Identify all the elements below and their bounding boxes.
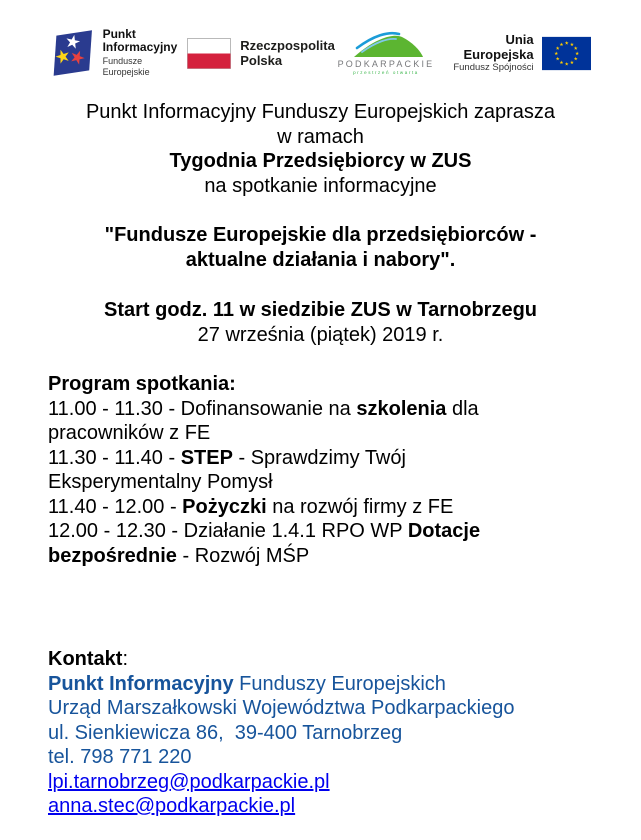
poland-logo-line2: Polska (240, 53, 283, 68)
text-segment: Punkt Informacyjny Funduszy Europejskich zaprasza (85, 101, 556, 123)
text-segment: tel. 798 771 220 (48, 746, 192, 768)
text-line (48, 721, 593, 746)
text-line (48, 647, 593, 672)
program-section (48, 372, 593, 568)
text-line (48, 372, 593, 397)
text-line (48, 323, 593, 348)
text-line (48, 100, 593, 125)
text-line (48, 672, 593, 697)
text-segment: : (122, 648, 129, 670)
text-segment: w ramach (277, 125, 364, 148)
poland-logo-text (240, 38, 335, 68)
eu-flag-icon (542, 36, 591, 71)
poland-logo-line1: Rzeczpospolita (240, 38, 335, 53)
text-line (48, 696, 593, 721)
podkarpackie-logo (335, 30, 437, 76)
text-segment: Eksperymentalny Pomysł (48, 471, 273, 493)
text-segment: Punkt Informacyjny (48, 672, 234, 695)
text-segment: Funduszy Europejskich (233, 672, 446, 695)
logo-row (50, 27, 591, 77)
text-segment: Dotacje (407, 520, 481, 542)
text-segment: 11.40 - 12.00 - (48, 495, 183, 518)
fe-logo-name-line2: Informacyjny (102, 40, 178, 54)
poland-logo (187, 38, 335, 69)
text-segment: Urząd Marszałkowski Województwa Podkarpackiego (48, 697, 515, 719)
text-line (48, 174, 593, 199)
text-segment: na rozwój firmy z FE (266, 495, 454, 518)
text-segment: bezpośrednie (48, 544, 177, 567)
podkarpackie-logo-tagline: przestrzeń otwarta (352, 70, 419, 75)
text-segment: ul. Sienkiewicza 86, 39-400 Tarnobrzeg (48, 721, 403, 744)
polish-flag-icon (187, 38, 231, 69)
eu-logo (437, 32, 591, 74)
text-line (48, 794, 593, 819)
text-segment: 27 września (piątek) 2019 r. (197, 323, 444, 346)
podkarpackie-logo-name: PODKARPACKIE (337, 59, 435, 69)
event-datetime-section (48, 298, 593, 347)
text-segment: 11.30 - 11.40 - (48, 446, 181, 469)
text-segment: pracowników z FE (48, 422, 211, 444)
text-segment: - Rozwój MŚP (176, 544, 310, 567)
eu-logo-name: Unia Europejska (463, 32, 534, 62)
text-line (48, 745, 593, 770)
eu-logo-text (437, 32, 534, 74)
text-segment: - Sprawdzimy Twój (232, 446, 406, 469)
fe-logo-name-line1: Punkt (102, 27, 136, 41)
email-link[interactable]: lpi.tarnobrzeg@podkarpackie.pl (48, 770, 330, 793)
text-line (48, 495, 593, 520)
podkarpackie-mountain-icon (335, 30, 437, 76)
text-segment: szkolenia (356, 397, 447, 420)
text-segment: STEP (180, 446, 233, 469)
text-segment: 11.00 - 11.30 - Dofinansowanie na (48, 397, 357, 420)
text-segment: Kontakt (48, 648, 123, 670)
text-line (48, 544, 593, 569)
eu-logo-subtitle: Fundusz Spójności (453, 62, 534, 73)
text-segment: "Fundusze Europejskie dla przedsiębiorców - (104, 224, 537, 246)
text-segment: 12.00 - 12.30 - Działanie 1.4.1 RPO WP (48, 520, 408, 542)
text-line (48, 421, 593, 446)
text-line (48, 149, 593, 174)
email-link[interactable]: anna.stec@podkarpackie.pl (48, 795, 296, 817)
text-line (48, 298, 593, 323)
text-segment: aktualne działania i nabory". (185, 248, 456, 271)
text-segment: Program spotkania: (48, 373, 236, 395)
text-segment: Tygodnia Przedsiębiorcy w ZUS (169, 150, 472, 172)
intro-section (48, 100, 593, 198)
fe-logo-text (103, 28, 188, 78)
text-segment: dla (446, 397, 479, 420)
text-segment: na spotkanie informacyjne (204, 174, 437, 197)
text-line (48, 470, 593, 495)
contact-section (48, 647, 593, 819)
text-line (48, 397, 593, 422)
text-line (48, 125, 593, 150)
fe-logo (50, 28, 187, 78)
text-segment: Start godz. 11 w siedzibie ZUS w Tarnobrzegu (103, 299, 538, 321)
text-line (48, 770, 593, 795)
text-line (48, 519, 593, 544)
fe-flag-icon (50, 28, 96, 78)
text-line (48, 446, 593, 471)
text-line (48, 248, 593, 273)
text-line (48, 223, 593, 248)
fe-logo-subtitle: Fundusze Europejskie (102, 56, 150, 77)
text-segment: Pożyczki (182, 495, 267, 518)
event-title-section (48, 223, 593, 272)
